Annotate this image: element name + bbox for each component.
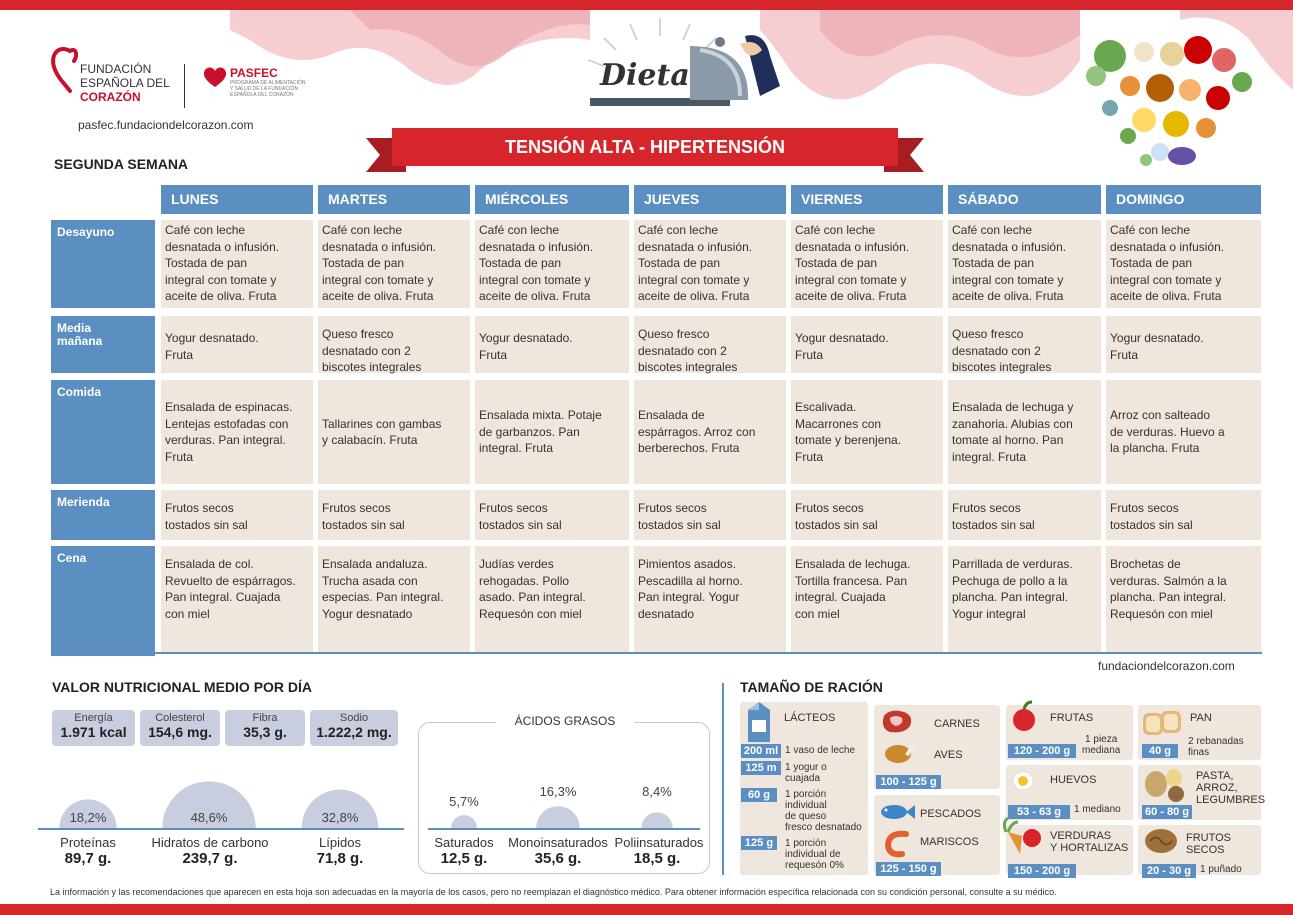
menu-line: Tostada de pan <box>165 256 248 270</box>
macro-pct-proteins: 18,2% <box>69 810 107 825</box>
nuts-desc: 1 puñado <box>1200 864 1242 875</box>
menu-line: desnatado con 2 <box>638 343 727 358</box>
menu-line: Tostada de pan <box>638 256 721 270</box>
servings-title: TAMAÑO DE RACIÓN <box>740 679 883 695</box>
pasfec-name: PASFEC <box>230 66 278 80</box>
menu-line: de verduras. Huevo a <box>1110 424 1225 439</box>
menu-line: Pan integral. Yogur <box>638 590 740 604</box>
shrimp-icon <box>882 828 912 858</box>
desc-line: 2 rebanadas <box>1188 736 1244 747</box>
menu-line: berberechos. Fruta <box>638 441 740 456</box>
menu-line: Trucha asada con <box>322 573 418 588</box>
menu-line: Judías verdes <box>479 557 554 571</box>
menu-line: aceite de oliva. Fruta <box>952 289 1064 303</box>
eggs-qty: 53 - 63 g <box>1008 805 1070 819</box>
menu-line: Ensalada de <box>638 408 705 423</box>
steak-icon <box>880 708 916 736</box>
menu-line: con miel <box>795 606 840 621</box>
nuts-qty: 20 - 30 g <box>1142 864 1196 878</box>
menu-line: tostados sin sal <box>479 517 562 532</box>
menu-line: Fruta <box>479 347 508 362</box>
menu-line: Queso fresco <box>322 327 394 341</box>
menu-line: Frutos secos <box>952 501 1021 515</box>
menu-line: Frutos secos <box>479 501 548 515</box>
menu-line: Yogur desnatado. <box>165 331 259 345</box>
meal-name-line: mañana <box>57 334 103 348</box>
menu-line: zanahoria. Alubias con <box>952 416 1073 431</box>
fat-value-mono: 35,6 g. <box>534 850 582 867</box>
menu-line: desnatado <box>638 606 695 621</box>
menu-line: aceite de oliva. Fruta <box>638 289 750 303</box>
menu-line: tostados sin sal <box>638 517 721 532</box>
meat-qty: 100 - 125 g <box>876 775 941 789</box>
menu-line: Frutos secos <box>322 501 391 515</box>
day-header: DOMINGO <box>1106 185 1261 214</box>
day-header: SÁBADO <box>948 185 1101 214</box>
menu-line: Queso fresco <box>952 327 1024 341</box>
name-line: FRUTOS <box>1186 832 1232 844</box>
meal-name-line: Comida <box>57 385 102 399</box>
menu-line: rehogadas. Pollo <box>479 573 570 588</box>
menu-line: Café con leche <box>638 223 719 237</box>
meat-name: CARNES <box>934 718 980 730</box>
menu-line: integral con tomate y <box>1110 272 1222 287</box>
diet-type-banner: TENSIÓN ALTA - HIPERTENSIÓN <box>504 137 785 157</box>
desc-line: individual de <box>785 849 841 860</box>
nutrient-label: Sodio <box>339 712 369 724</box>
menu-line: verduras. Salmón a la <box>1110 573 1227 588</box>
menu-line: Tallarines con gambas <box>322 416 442 431</box>
org-name-line1: FUNDACIÓN <box>80 62 152 76</box>
bread-icon <box>1141 707 1185 737</box>
menu-line: Parrillada de verduras. <box>952 557 1073 571</box>
menu-line: tostados sin sal <box>165 517 248 532</box>
menu-line: Requesón con miel <box>1110 606 1213 621</box>
pasta-legumes-icon <box>1140 766 1190 804</box>
bread-name: PAN <box>1190 712 1212 724</box>
bread-qty: 40 g <box>1142 744 1178 758</box>
menu-line: Frutos secos <box>638 501 707 515</box>
fatty-acids-title: ÁCIDOS GRASOS <box>496 714 634 728</box>
pasta-name <box>1196 770 1265 806</box>
menu-line: aceite de oliva. Fruta <box>322 289 434 303</box>
meal-name-line: Desayuno <box>57 225 115 239</box>
meal-name-line: Media <box>57 321 92 335</box>
menu-line: biscotes integrales <box>638 360 738 374</box>
name-line: PASTA, <box>1196 770 1234 782</box>
menu-line: Pescadilla al horno. <box>638 573 743 588</box>
menu-line: integral con tomate y <box>165 272 277 287</box>
day-header: MIÉRCOLES <box>475 185 629 214</box>
macro-value-proteins: 89,7 g. <box>64 850 112 867</box>
fish-qty: 125 - 150 g <box>876 862 941 876</box>
menu-line: desnatado con 2 <box>322 343 411 358</box>
menu-line: desnatada o infusión. <box>638 239 753 254</box>
name-line: Y HORTALIZAS <box>1050 842 1129 854</box>
desc-line: mediana <box>1082 745 1121 756</box>
desc-line: requesón 0% <box>785 860 844 871</box>
menu-line: Yogur desnatado. <box>479 331 573 345</box>
nutrient-label: Colesterol <box>155 712 205 724</box>
desc-line: 1 porción <box>785 789 827 800</box>
fat-pct-saturated: 5,7% <box>449 794 479 809</box>
menu-line: integral con tomate y <box>952 272 1064 287</box>
dairy-desc-1: 1 vaso de leche <box>785 745 856 756</box>
menu-line: Tortilla francesa. Pan <box>795 573 908 588</box>
menu-line: Café con leche <box>322 223 403 237</box>
fruits-name: FRUTAS <box>1050 712 1094 724</box>
menu-line: integral con tomate y <box>638 272 750 287</box>
fat-label-poly: Poliinsaturados <box>614 835 704 850</box>
name-line: SECOS <box>1186 844 1225 856</box>
macros-baseline <box>38 828 404 830</box>
section-divider <box>722 683 724 875</box>
menu-line: Queso fresco <box>638 327 710 341</box>
menu-line: integral con tomate y <box>479 272 591 287</box>
desc-line: de queso <box>785 811 827 822</box>
desc-line: finas <box>1188 747 1210 758</box>
menu-line: Tostada de pan <box>952 256 1035 270</box>
name-line: VERDURAS <box>1050 830 1112 842</box>
org-name-line3: CORAZÓN <box>80 90 141 104</box>
menu-line: integral con tomate y <box>795 272 907 287</box>
menu-line: Yogur integral <box>952 606 1026 621</box>
bottom-red-bar <box>0 904 1293 915</box>
macro-value-carbs: 239,7 g. <box>182 850 238 867</box>
fruits-desc <box>1082 734 1120 756</box>
bread-desc <box>1188 736 1244 758</box>
menu-line: Frutos secos <box>165 501 234 515</box>
menu-line: integral con tomate y <box>322 272 434 287</box>
chicken-icon <box>882 740 918 766</box>
dairy-qty-2: 125 m <box>741 761 781 775</box>
menu-line: desnatada o infusión. <box>1110 239 1225 254</box>
menu-line: especias. Pan integral. <box>322 590 444 604</box>
site-url[interactable]: pasfec.fundaciondelcorazon.com <box>78 118 254 132</box>
vegetables-icon <box>998 814 1044 858</box>
macro-pct-carbs: 48,6% <box>190 810 228 825</box>
egg-icon <box>1012 770 1034 792</box>
menu-line: aceite de oliva. Fruta <box>479 289 591 303</box>
menu-line: Café con leche <box>479 223 560 237</box>
menu-line: Frutos secos <box>1110 501 1179 515</box>
menu-line: Fruta <box>795 449 824 464</box>
dairy-desc-2 <box>785 762 827 784</box>
menu-line: biscotes integrales <box>952 360 1052 374</box>
menu-line: la plancha. Fruta <box>1110 441 1200 456</box>
pasta-qty: 60 - 80 g <box>1142 805 1192 819</box>
menu-line: Escalivada. <box>795 400 857 414</box>
fish-icon <box>878 802 916 822</box>
macro-label-carbs: Hidratos de carbono <box>151 835 269 850</box>
name-line: LEGUMBRES <box>1196 794 1266 806</box>
apple-icon <box>1010 700 1038 734</box>
menu-line: tostados sin sal <box>322 517 405 532</box>
menu-line: desnatada o infusión. <box>952 239 1067 254</box>
vegetables-qty: 150 - 200 g <box>1008 864 1076 878</box>
menu-line: Ensalada andaluza. <box>322 557 428 571</box>
menu-line: aceite de oliva. Fruta <box>165 289 277 303</box>
menu-line: Fruta <box>795 347 824 362</box>
milk-carton-icon <box>744 700 774 744</box>
menu-line: Tostada de pan <box>322 256 405 270</box>
day-header: MARTES <box>318 185 470 214</box>
day-header: LUNES <box>161 185 313 214</box>
menu-line: Brochetas de <box>1110 557 1181 571</box>
menu-line: desnatada o infusión. <box>322 239 437 254</box>
day-header: JUEVES <box>634 185 786 214</box>
menu-line: tomate al horno. Pan <box>952 433 1064 447</box>
menu-line: integral. Fruta <box>479 441 554 456</box>
nutrient-value: 35,3 g. <box>243 724 287 740</box>
menu-line: desnatada o infusión. <box>479 239 594 254</box>
menu-line: desnatada o infusión. <box>165 239 280 254</box>
macro-value-lipids: 71,8 g. <box>316 850 364 867</box>
eggs-desc: 1 mediano <box>1074 804 1121 815</box>
macro-label-proteins: Proteínas <box>60 835 116 850</box>
menu-line: Ensalada de lechuga. <box>795 557 911 571</box>
dairy-qty-3: 60 g <box>741 788 777 802</box>
menu-line: aceite de oliva. Fruta <box>795 289 907 303</box>
menu-line: Arroz con salteado <box>1110 408 1211 423</box>
menu-line: Tostada de pan <box>795 256 878 270</box>
menu-line: Macarrones con <box>795 416 882 431</box>
menu-line: de garbanzos. Pan <box>479 424 580 439</box>
dairy-desc-3 <box>785 789 862 833</box>
menu-line: Café con leche <box>1110 223 1191 237</box>
desc-line: individual <box>785 800 827 811</box>
menu-line: plancha. Pan integral. <box>1110 590 1227 604</box>
menu-line: Pechuga de pollo a la <box>952 573 1068 588</box>
fish-name: PESCADOS <box>920 808 982 820</box>
day-header: VIERNES <box>791 185 943 214</box>
seafood-name: MARISCOS <box>920 836 979 848</box>
macro-label-lipids: Lípidos <box>319 835 361 850</box>
nutrient-label: Fibra <box>252 712 278 724</box>
nutrient-value: 1.222,2 mg. <box>316 724 392 740</box>
desc-line: 1 pieza <box>1085 734 1118 745</box>
dairy-qty-4: 125 g <box>741 836 777 850</box>
desc-line: cuajada <box>785 773 821 784</box>
menu-line: Ensalada mixta. Potaje <box>479 408 602 423</box>
macro-pct-lipids: 32,8% <box>321 810 359 825</box>
menu-line: Fruta <box>165 449 194 464</box>
menu-line: Frutos secos <box>795 501 864 515</box>
vegetables-name <box>1050 830 1128 854</box>
dairy-name: LÁCTEOS <box>784 712 836 724</box>
nutrient-value: 1.971 kcal <box>60 724 127 740</box>
menu-line: Lentejas estofadas con <box>165 416 289 431</box>
menu-line: Yogur desnatado <box>322 606 413 621</box>
menu-line: tostados sin sal <box>952 517 1035 532</box>
menu-line: Yogur desnatado. <box>1110 331 1204 345</box>
fat-label-mono: Monoinsaturados <box>508 835 608 850</box>
meal-name-line: Cena <box>57 551 87 565</box>
menu-line: Café con leche <box>952 223 1033 237</box>
menu-line: desnatada o infusión. <box>795 239 910 254</box>
menu-line: Fruta <box>1110 347 1139 362</box>
menu-line: Tostada de pan <box>1110 256 1193 270</box>
menu-line: Pimientos asados. <box>638 557 737 571</box>
menu-line: Revuelto de espárragos. <box>165 573 296 588</box>
pasfec-subtitle: PROGRAMA DE ALIMENTACIÓN Y SALUD DE LA FUNDACIÓN ESPAÑOLA DEL CORAZÓN <box>230 80 306 98</box>
nutrient-label: Energía <box>74 712 113 724</box>
menu-line: y calabacín. Fruta <box>322 433 418 447</box>
fruits-qty: 120 - 200 g <box>1008 744 1076 758</box>
nutrition-title: VALOR NUTRICIONAL MEDIO POR DÍA <box>52 679 313 695</box>
menu-line: tostados sin sal <box>1110 517 1193 532</box>
menu-line: tomate y berenjena. <box>795 433 902 447</box>
menu-line: aceite de oliva. Fruta <box>1110 289 1222 303</box>
nutrient-value: 154,6 mg. <box>148 724 212 740</box>
nuts-name <box>1186 832 1231 856</box>
disclaimer: La información y las recomendaciones que aparecen en esta hoja son adecuadas en la mayoría de los casos, pero no reemplazan el diagnóstico médico. Para obtener información específica relacionada con su condición personal, consulte a su médico. <box>50 887 1057 897</box>
menu-line: Ensalada de col. <box>165 557 254 571</box>
menu-line: verduras. Pan integral. <box>165 433 286 447</box>
footer-url[interactable]: fundaciondelcorazon.com <box>1098 659 1235 673</box>
walnut-icon <box>1142 826 1180 856</box>
menu-line: Ensalada de lechuga y <box>952 400 1074 414</box>
desc-line: 1 porción <box>785 838 827 849</box>
week-label: SEGUNDA SEMANA <box>54 156 189 172</box>
menu-line: Café con leche <box>165 223 246 237</box>
menu-line: asado. Pan integral. <box>479 590 586 604</box>
desc-line: 1 yogur o <box>785 762 827 773</box>
menu-line: Tostada de pan <box>479 256 562 270</box>
menu-line: espárragos. Arroz con <box>638 424 756 439</box>
name-line: ARROZ, <box>1196 782 1238 794</box>
desc-line: fresco desnatado <box>785 822 862 833</box>
dairy-qty-1: 200 ml <box>741 744 781 758</box>
page-title: Dieta <box>600 58 690 93</box>
fat-value-poly: 18,5 g. <box>633 850 681 867</box>
menu-line: desnatado con 2 <box>952 343 1041 358</box>
menu-line: Ensalada de espinacas. <box>165 400 293 414</box>
menu-line: Fruta <box>165 347 194 362</box>
fat-label-saturated: Saturados <box>434 835 494 850</box>
org-name-line2: ESPAÑOLA DEL <box>80 76 170 90</box>
menu-line: Requesón con miel <box>479 606 582 621</box>
dairy-desc-4 <box>785 838 844 871</box>
fat-value-saturated: 12,5 g. <box>440 850 488 867</box>
menu-line: Yogur desnatado. <box>795 331 889 345</box>
menu-line: integral. Fruta <box>952 449 1027 464</box>
menu-line: plancha. Pan integral. <box>952 590 1069 604</box>
menu-line: Pan integral. Cuajada <box>165 590 281 604</box>
menu-line: integral. Cuajada <box>795 590 886 604</box>
menu-line: tostados sin sal <box>795 517 878 532</box>
menu-line: con miel <box>165 606 210 621</box>
menu-line: Café con leche <box>795 223 876 237</box>
eggs-name: HUEVOS <box>1050 774 1097 786</box>
menu-line: biscotes integrales <box>322 360 422 374</box>
fat-pct-poly: 8,4% <box>642 784 672 799</box>
fat-pct-mono: 16,3% <box>539 784 577 799</box>
poultry-name: AVES <box>934 749 963 761</box>
fats-baseline <box>428 828 700 830</box>
meal-name-line: Merienda <box>57 495 110 509</box>
